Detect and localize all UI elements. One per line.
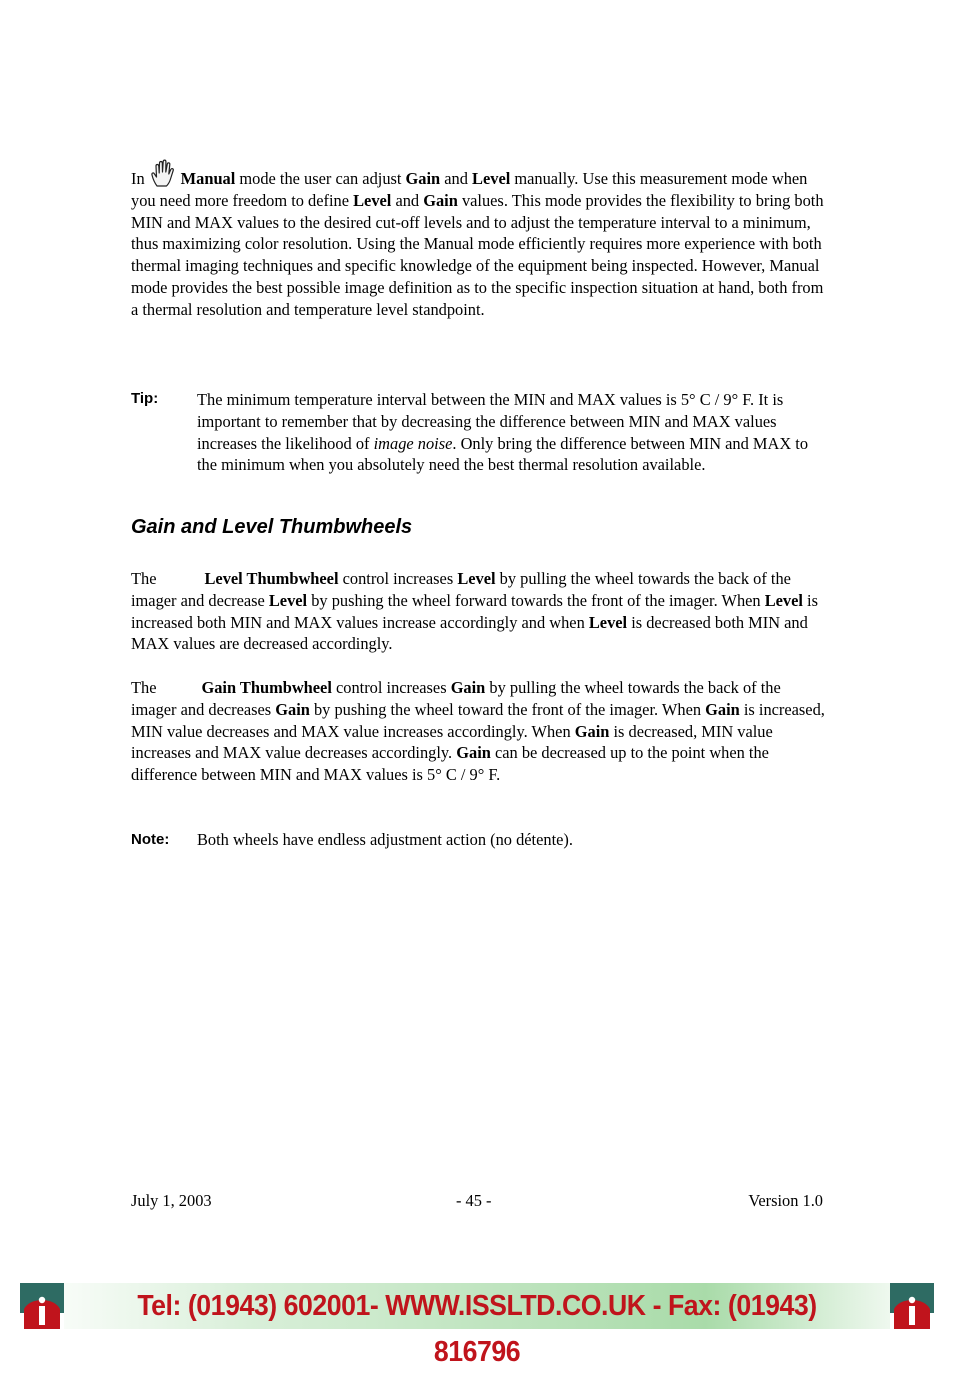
footer-date: July 1, 2003 [131, 1191, 212, 1210]
manual-term: Manual [180, 169, 236, 188]
footer-page-number: - 45 - [456, 1191, 492, 1210]
image-noise-term: image noise [373, 433, 453, 453]
contact-banner-text: Tel: (01943) 602001- WWW.ISSLTD.CO.UK - Fax: (01943) 816796 [137, 1290, 817, 1368]
note-text: Both wheels have endless adjustment action (no détente). [197, 830, 573, 849]
tip-text: The minimum temperature interval between the MIN and MAX values is 5° C / 9° F. It is important to remember that by decreasing the difference between MIN and MAX values increases the likelihood of image noise. Only bring the difference between MIN and MAX to the minimum when you absolutely need the best thermal resolution available. [197, 390, 809, 475]
gain-thumbwheel-paragraph: The Gain Thumbwheel control increases Gain by pulling the wheel towards the back of the imager and decreases Gain by pushing the wheel toward the front of the imager. When Gain is increased, MIN value decreases and MAX value increases accordingly. When Gain is decreased, MIN value increases and MAX value decreases accordingly. Gain can be decreased up to the point when the difference between MIN and MAX values is 5° C / 9° F. [131, 678, 825, 785]
info-i-logo [20, 1283, 64, 1329]
intro-text: In [131, 169, 145, 188]
level-thumbwheel-term: Level Thumbwheel [204, 569, 339, 588]
tip-label: Tip: [131, 390, 159, 407]
section-heading: Gain and Level Thumbwheels [131, 516, 413, 538]
gain-thumbwheel-term: Gain Thumbwheel [201, 678, 332, 697]
note-label: Note: [131, 831, 170, 848]
footer-version: Version 1.0 [748, 1191, 823, 1210]
contact-banner [20, 1283, 934, 1368]
manual-mode-paragraph: In Manual mode the user can adjust Gain and Level manually. Use this measurement mode when you need more freedom to define Level and Gain values. This mode provides the flexibility to bring both MIN and MAX values to the desired cut-off levels and to adjust the temperature interval to a minimum, thus maximizing color resolution. Using the Manual mode efficiently requires more experience with both thermal imaging techniques and specific knowledge of the equipment being inspected. However, Manual mode provides the best possible image definition as to the specific inspection situation at hand, both from a thermal resolution and temperature level standpoint. [131, 158, 826, 321]
level-thumbwheel-paragraph: The Level Thumbwheel control increases Level by pulling the wheel towards the back of the imager and decrease Level by pushing the wheel forward towards the front of the imager. When Level is increased both MIN and MAX values increase accordingly and when Level is decreased both MIN and MAX values are decreased accordingly. [131, 569, 818, 654]
hand-icon [149, 158, 179, 188]
info-i-logo [890, 1283, 934, 1329]
